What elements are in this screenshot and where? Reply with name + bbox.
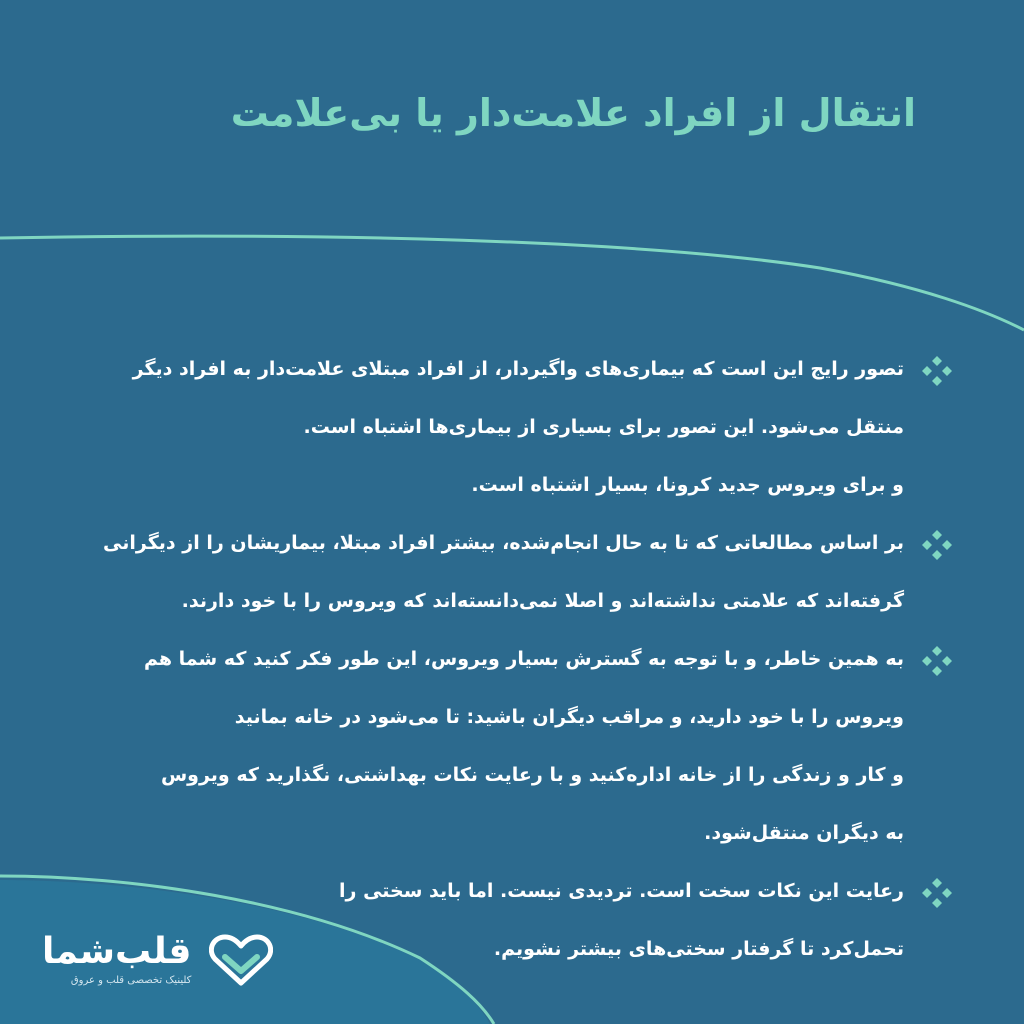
item-line: ویروس را با خود دارید، و مراقب دیگران باشید: تا می‌شود در خانه بمانید [234,706,904,728]
item-line: به دیگران منتقل‌شود. [704,822,904,844]
item-line: تحمل‌کرد تا گرفتار سختی‌های بیشتر نشویم. [493,938,904,960]
diamond-cluster-icon [920,528,954,562]
top-wave-line [0,236,1024,330]
item-line: و برای ویروس جدید کرونا، بسیار اشتباه است. [471,474,904,496]
item-line: بر اساس مطالعاتی که تا به حال انجام‌شده، بیشتر افراد مبتلا، بیماریشان را از دیگرانی [103,532,904,554]
diamond-cluster-icon [920,876,954,910]
clinic-logo [42,932,273,988]
page-title: انتقال از افراد علامت‌دار یا بی‌علامت [230,91,916,135]
logo-subtitle: کلینیک تخصصی قلب و عروق [70,975,192,986]
item-line: و کار و زندگی را از خانه اداره‌کنید و با رعایت نکات بهداشتی، نگذارید که ویروس [160,764,904,786]
item-line: رعایت این نکات سخت است. تردیدی نیست. اما باید سختی را [339,880,904,902]
logo-text [42,932,191,988]
item-line: منتقل می‌شود. این تصور برای بسیاری از بیماری‌ها اشتباه است. [303,416,904,438]
logo-name: قلب‌شما [42,931,192,972]
bullet-list [48,340,954,978]
item-line: به همین خاطر، و با توجه به گسترش بسیار ویروس، این طور فکر کنید که شما هم [143,648,904,670]
heart-logo-icon [209,933,273,987]
list-item [48,514,954,630]
list-item [48,340,954,514]
diamond-cluster-icon [920,644,954,678]
item-line: گرفته‌اند که علامتی نداشته‌اند و اصلا نمی‌دانسته‌اند که ویروس را با خود دارند. [181,590,904,612]
item-line: تصور رایج این است که بیماری‌های واگیردار، از افراد مبتلای علامت‌دار به افراد دیگر [132,358,904,380]
diamond-cluster-icon [920,354,954,388]
list-item [48,630,954,862]
